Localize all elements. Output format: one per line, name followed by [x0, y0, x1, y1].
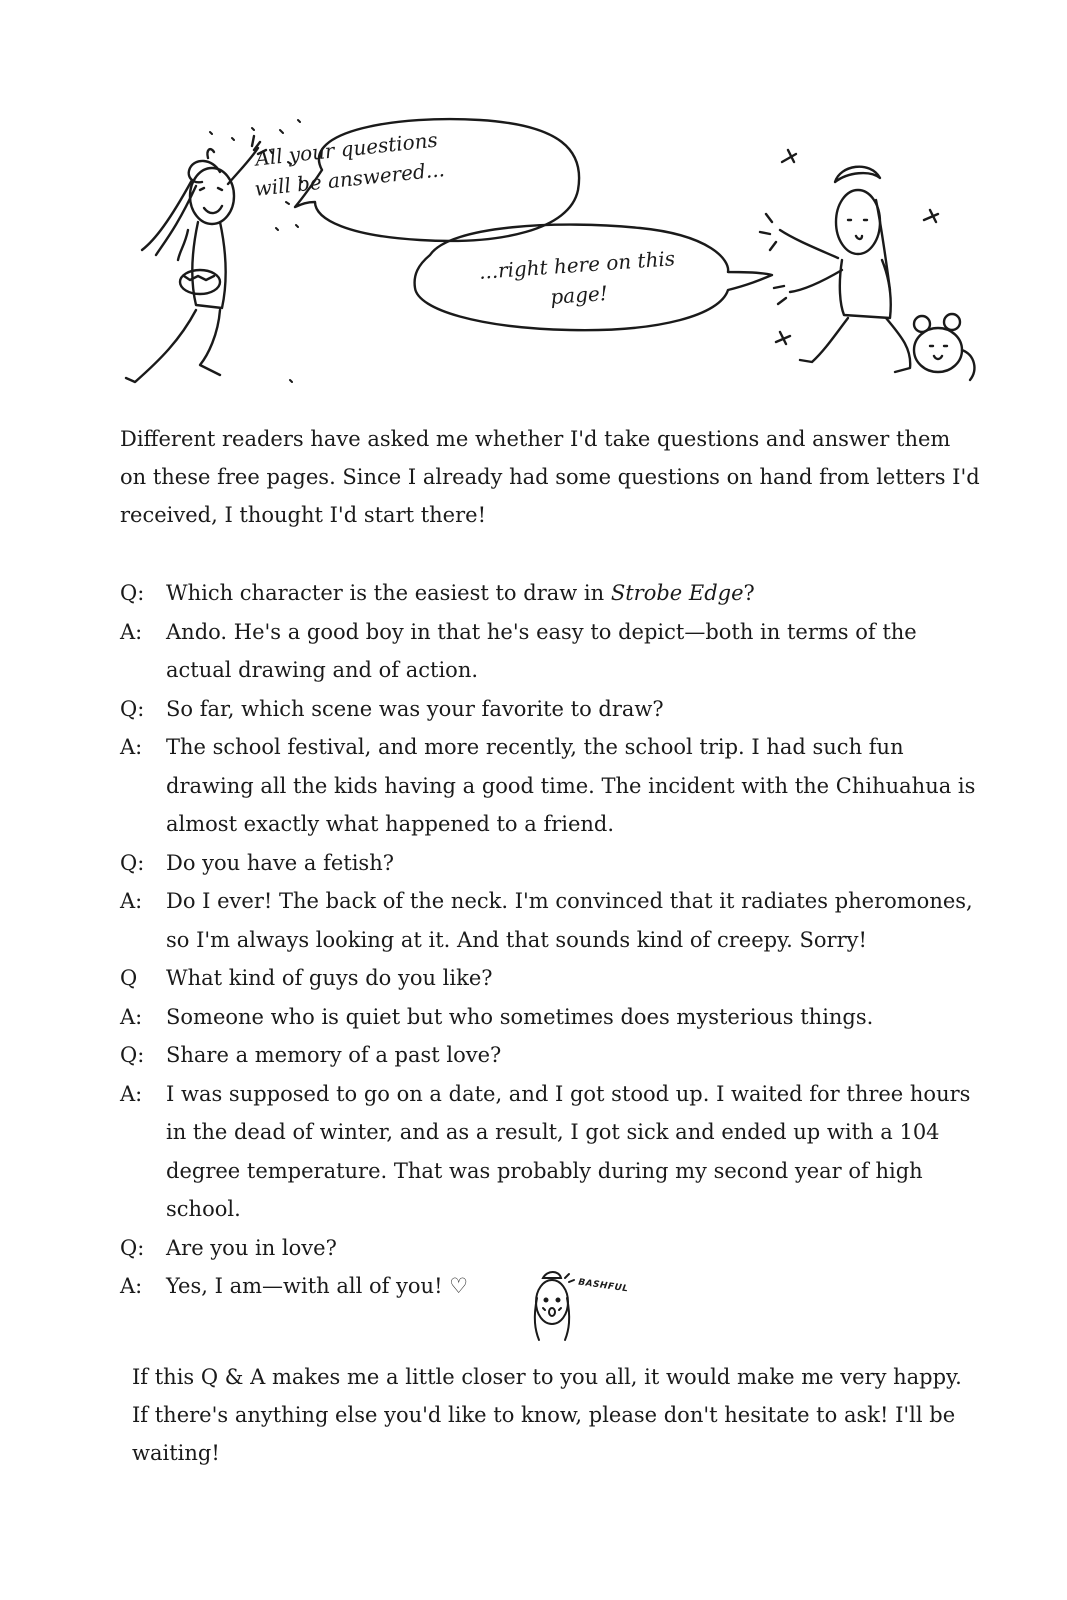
qa-text: Which character is the easiest to draw in Strobe Edge? — [166, 581, 755, 605]
qa-text: Do I ever! The back of the neck. I'm convinced that it radiates pheromones, so I'm always looking at it. And that sounds kind of creepy. Sorry! — [166, 889, 973, 952]
qa-marker: A: — [120, 735, 143, 759]
qa-text: Are you in love? — [166, 1235, 337, 1260]
qa-marker: A: — [120, 1274, 143, 1298]
qa-text: Ando. He's a good boy in that he's easy to depict—both in terms of the actual drawing and of action. — [166, 619, 917, 682]
qa-row — [120, 998, 980, 1037]
qa-row — [120, 1229, 980, 1268]
qa-row — [120, 1036, 980, 1075]
qa-marker: Q: — [120, 696, 145, 721]
qa-marker: Q: — [120, 581, 145, 605]
bashful-label: BASHFUL — [577, 1277, 629, 1295]
qa-text: I was supposed to go on a date, and I got stood up. I waited for three hours in the dead of winter, and as a result, I got sick and ended up with a 104 degree temperature. That was probably during my second year of high school. — [166, 1081, 971, 1221]
qa-marker: A: — [120, 889, 143, 913]
bubble-2-text: ...right here on this page! — [478, 246, 676, 309]
qa-row — [120, 959, 980, 998]
qa-marker: Q — [120, 966, 138, 990]
bubble-1-text: All your questions will be answered... — [253, 127, 446, 201]
qa-row — [120, 882, 980, 959]
qa-list — [120, 574, 980, 1306]
qa-row — [120, 844, 980, 883]
qa-marker: Q: — [120, 1043, 145, 1067]
qa-marker: A: — [120, 1004, 143, 1029]
qa-marker: Q: — [120, 1235, 145, 1260]
outro-paragraph: If this Q & A makes me a little closer to you all, it would make me very happy. If there's anything else you'd like to know, please don't hesitate to ask! I'll be waiting! — [132, 1365, 962, 1465]
qa-text: Share a memory of a past love? — [166, 1043, 502, 1067]
qa-row — [120, 1075, 980, 1229]
qa-row — [120, 690, 980, 729]
qa-row — [120, 613, 980, 690]
qa-marker: Q: — [120, 850, 145, 875]
qa-row — [120, 574, 980, 613]
qa-text: What kind of guys do you like? — [166, 966, 493, 990]
qa-marker: A: — [120, 1081, 143, 1106]
qa-text: Yes, I am—with all of you! ♡ — [166, 1274, 469, 1298]
qa-marker: A: — [120, 619, 143, 644]
qa-text: The school festival, and more recently, the school trip. I had such fun drawing all the kids having a good time. The incident with the Chihuahua is almost exactly what happened to a friend. — [166, 735, 976, 836]
intro-paragraph: Different readers have asked me whether I'd take questions and answer them on these free pages. Since I already had some questions on hand from letters I'd received, I thought I'd start there! — [120, 427, 980, 527]
qa-text: Someone who is quiet but who sometimes does mysterious things. — [166, 1004, 874, 1029]
qa-text: Do you have a fetish? — [166, 850, 394, 875]
qa-row — [120, 728, 980, 844]
title-strobe-edge: Strobe Edge — [610, 581, 744, 605]
qa-text: So far, which scene was your favorite to draw? — [166, 696, 664, 721]
right-character-drawing — [760, 150, 974, 380]
